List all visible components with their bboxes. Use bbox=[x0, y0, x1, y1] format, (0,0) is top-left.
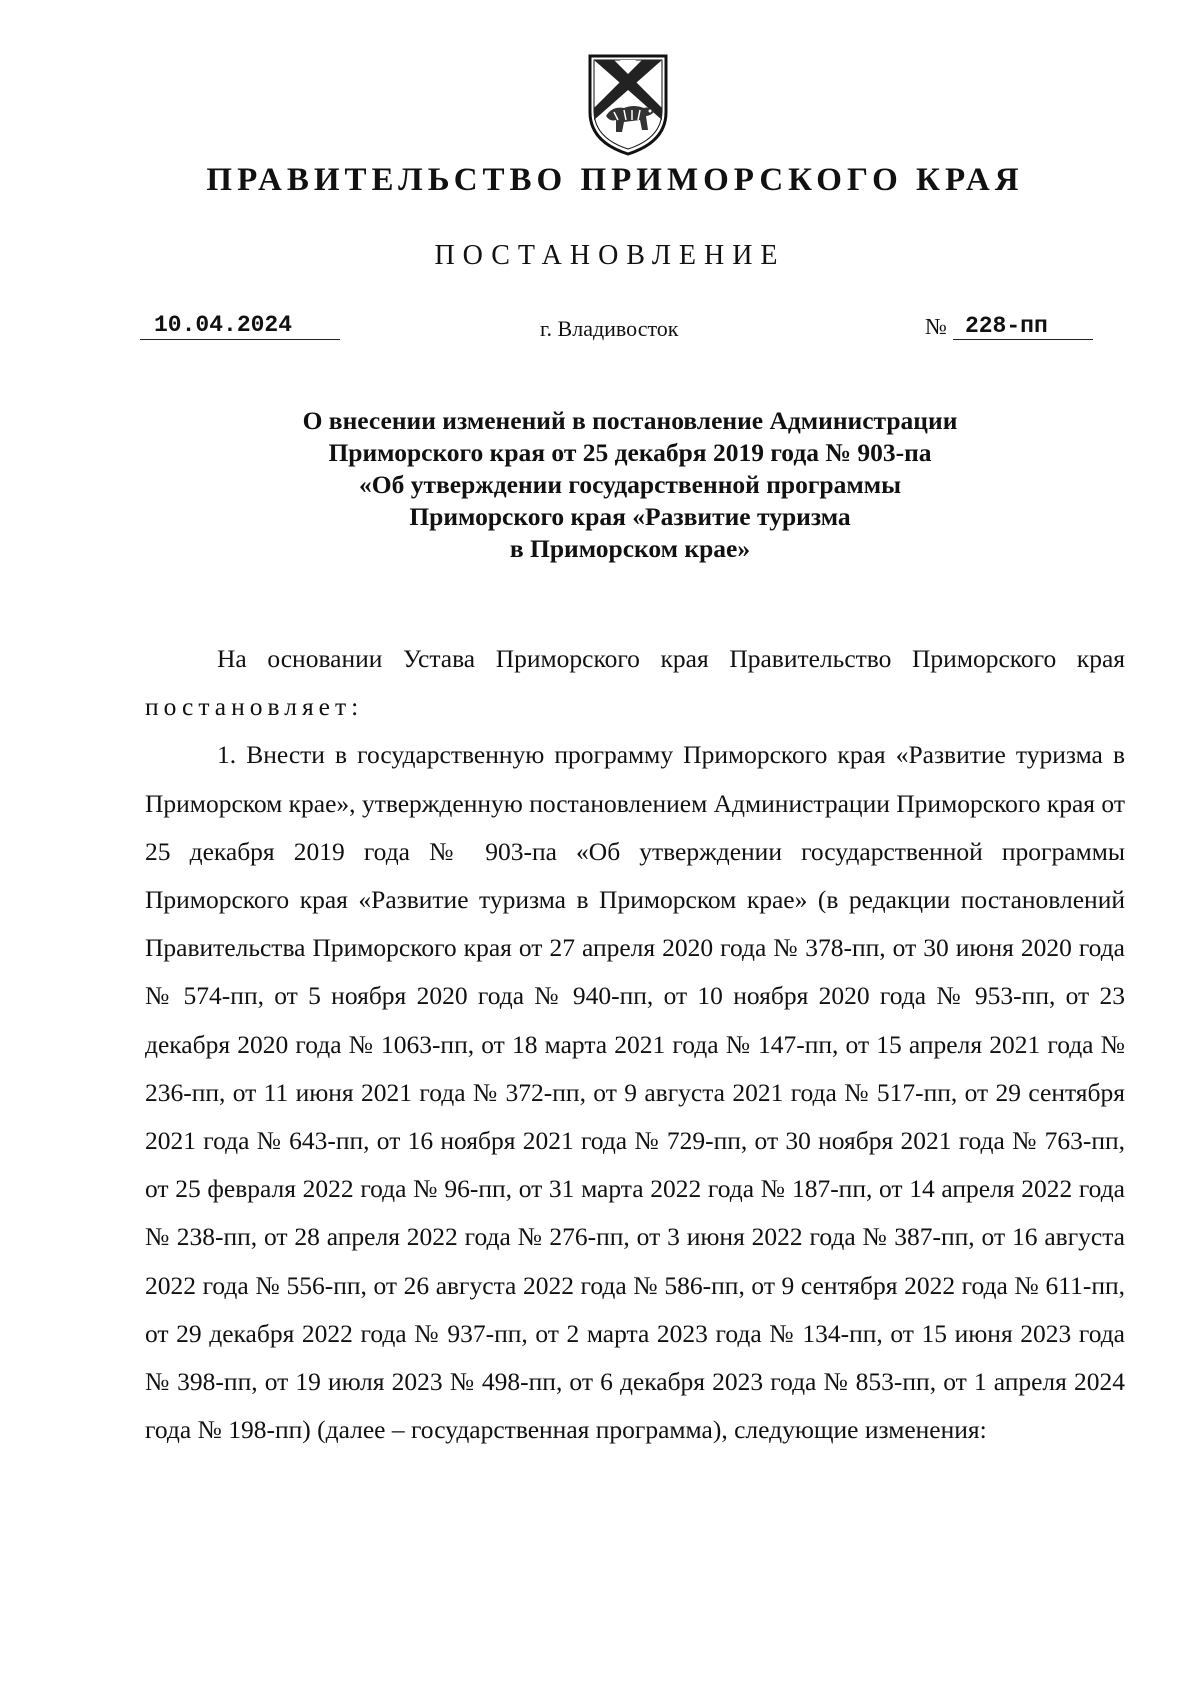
document-heading bbox=[170, 405, 1090, 565]
preamble-text: На основании Устава Приморского края Правительство Приморского края bbox=[217, 644, 1125, 673]
organization-title: ПРАВИТЕЛЬСТВО ПРИМОРСКОГО КРАЯ bbox=[206, 162, 1024, 198]
coat-of-arms-icon bbox=[584, 50, 672, 158]
heading-line: Приморского края «Развитие туризма bbox=[409, 502, 851, 531]
decree-word: постановляет: bbox=[145, 692, 364, 722]
document-number: 228-пп bbox=[953, 313, 1093, 340]
document-number-field bbox=[925, 313, 1093, 340]
number-prefix: № bbox=[925, 314, 947, 339]
heading-line: О внесении изменений в постановление Администрации bbox=[302, 406, 958, 435]
heading-line: «Об утверждении государственной программы bbox=[359, 470, 901, 499]
heading-line: в Приморском крае» bbox=[509, 534, 751, 563]
heading-line: Приморского края от 25 декабря 2019 года № 903-па bbox=[328, 438, 932, 467]
document-city: г. Владивосток bbox=[540, 316, 679, 341]
document-type: ПОСТАНОВЛЕНИЕ bbox=[434, 240, 786, 271]
item-1-paragraph: 1. Внести в государственную программу Приморского края «Развитие туризма в Приморском крае», утвержденную постановлением Администрации Приморского края от 25 декабря 2019 года № 903-па «Об утверждении государственной программы Приморского края «Развитие туризма в Приморском крае» (в редакции постановлений Правительства Приморского края от 27 апреля 2020 года № 378-пп, от 30 июня 2020 года № 574-пп, от 5 ноября 2020 года № 940-пп, от 10 ноября 2020 года № 953-пп, от 23 декабря 2020 года № 1063-пп, от 18 марта 2021 года № 147-пп, от 15 апреля 2021 года № 236-пп, от 11 июня 2021 года № 372-пп, от 9 августа 2021 года № 517-пп, от 29 сентября 2021 года № 643-пп, от 16 ноября 2021 года № 729-пп, от 30 ноября 2021 года № 763-пп, от 25 февраля 2022 года № 96-пп, от 31 марта 2022 года № 187-пп, от 14 апреля 2022 года № 238-пп, от 28 апреля 2022 года № 276-пп, от 3 июня 2022 года № 387-пп, от 16 августа 2022 года № 556-пп, от 26 августа 2022 года № 586-пп, от 9 сентября 2022 года № 611-пп, от 29 декабря 2022 года № 937-пп, от 2 марта 2023 года № 134-пп, от 15 июня 2023 года № 398-пп, от 19 июля 2023 № 498-пп, от 6 декабря 2023 года № 853-пп, от 1 апреля 2024 года № 198-пп) (далее – государственная программа), следующие изменения: bbox=[145, 740, 1125, 1445]
document-body bbox=[145, 635, 1125, 1454]
document-date: 10.04.2024 bbox=[140, 312, 340, 340]
preamble-paragraph bbox=[145, 635, 1125, 731]
